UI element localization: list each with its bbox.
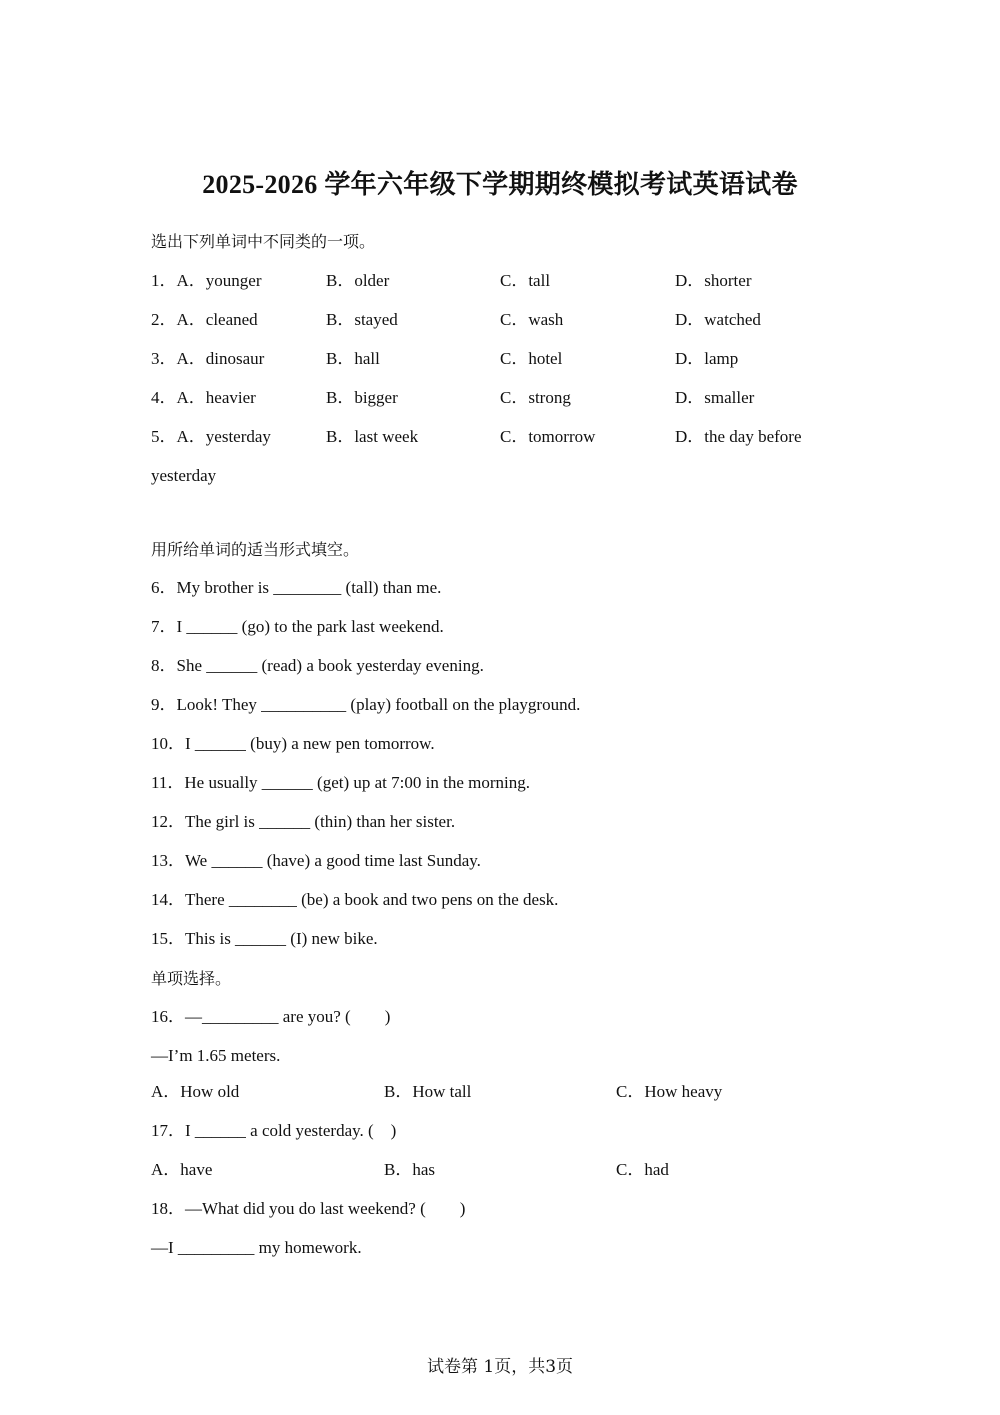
fill-in-question: 9．Look! They __________ (play) football on the playground.	[151, 695, 581, 714]
option-c: C．How heavy	[616, 1082, 723, 1101]
option-a: 3．A．dinosaur	[151, 349, 265, 368]
question-row	[0, 309, 1000, 331]
mc-question-stem: 16．—_________ are you? ( )	[151, 1007, 391, 1026]
option-b: B．How tall	[384, 1082, 472, 1101]
option-b: B．bigger	[326, 388, 398, 407]
option-c: C．tall	[500, 271, 551, 290]
fill-in-question: 14．There ________ (be) a book and two pens on the desk.	[151, 890, 559, 909]
fill-in-question: 6．My brother is ________ (tall) than me.	[151, 578, 442, 597]
page-footer: 试卷第 1页，共3页	[426, 1357, 574, 1377]
fill-in-question: 12．The girl is ______ (thin) than her sister.	[151, 812, 456, 831]
option-d-continuation: yesterday	[151, 466, 217, 485]
option-d: D．the day before	[675, 427, 802, 446]
section-heading-multiple-choice: 单项选择。	[151, 969, 232, 988]
question-row	[0, 270, 1000, 292]
fill-in-question: 11．He usually ______ (get) up at 7:00 in the morning.	[151, 773, 530, 792]
mc-options-row	[0, 1159, 1000, 1181]
mc-question-stem: 17．I ______ a cold yesterday. ( )	[151, 1121, 397, 1140]
option-a: A．have	[151, 1160, 213, 1179]
fill-in-question: 10．I ______ (buy) a new pen tomorrow.	[151, 734, 435, 753]
option-d: D．shorter	[675, 271, 752, 290]
option-b: B．has	[384, 1160, 435, 1179]
question-row	[0, 387, 1000, 409]
section-heading-odd-one-out: 选出下列单词中不同类的一项。	[151, 232, 376, 251]
option-c: C．had	[616, 1160, 669, 1179]
mc-dialogue-answer: —I’m 1.65 meters.	[151, 1046, 281, 1065]
option-b: B．stayed	[326, 310, 398, 329]
mc-question-stem: 18．—What did you do last weekend? ( )	[151, 1199, 466, 1218]
option-a: 4．A．heavier	[151, 388, 256, 407]
fill-in-question: 8．She ______ (read) a book yesterday evening.	[151, 656, 484, 675]
option-c: C．hotel	[500, 349, 563, 368]
fill-in-question: 13．We ______ (have) a good time last Sunday.	[151, 851, 481, 870]
option-a: 5．A．yesterday	[151, 427, 271, 446]
question-row	[0, 426, 1000, 448]
option-b: B．older	[326, 271, 390, 290]
fill-in-question: 15．This is ______ (I) new bike.	[151, 929, 378, 948]
option-d: D．smaller	[675, 388, 755, 407]
option-d: D．watched	[675, 310, 761, 329]
fill-in-question: 7．I ______ (go) to the park last weekend.	[151, 617, 444, 636]
option-c: C．strong	[500, 388, 571, 407]
option-b: B．last week	[326, 427, 419, 446]
option-c: C．tomorrow	[500, 427, 596, 446]
option-d: D．lamp	[675, 349, 739, 368]
option-a: 1．A．younger	[151, 271, 262, 290]
option-c: C．wash	[500, 310, 564, 329]
question-row	[0, 348, 1000, 370]
option-a: A．How old	[151, 1082, 240, 1101]
mc-options-row	[0, 1081, 1000, 1103]
exam-title: 2025-2026 学年六年级下学期期终模拟考试英语试卷	[202, 170, 798, 199]
option-b: B．hall	[326, 349, 380, 368]
mc-dialogue-answer: —I _________ my homework.	[151, 1238, 362, 1257]
option-a: 2．A．cleaned	[151, 310, 258, 329]
section-heading-fill-in: 用所给单词的适当形式填空。	[151, 540, 360, 559]
